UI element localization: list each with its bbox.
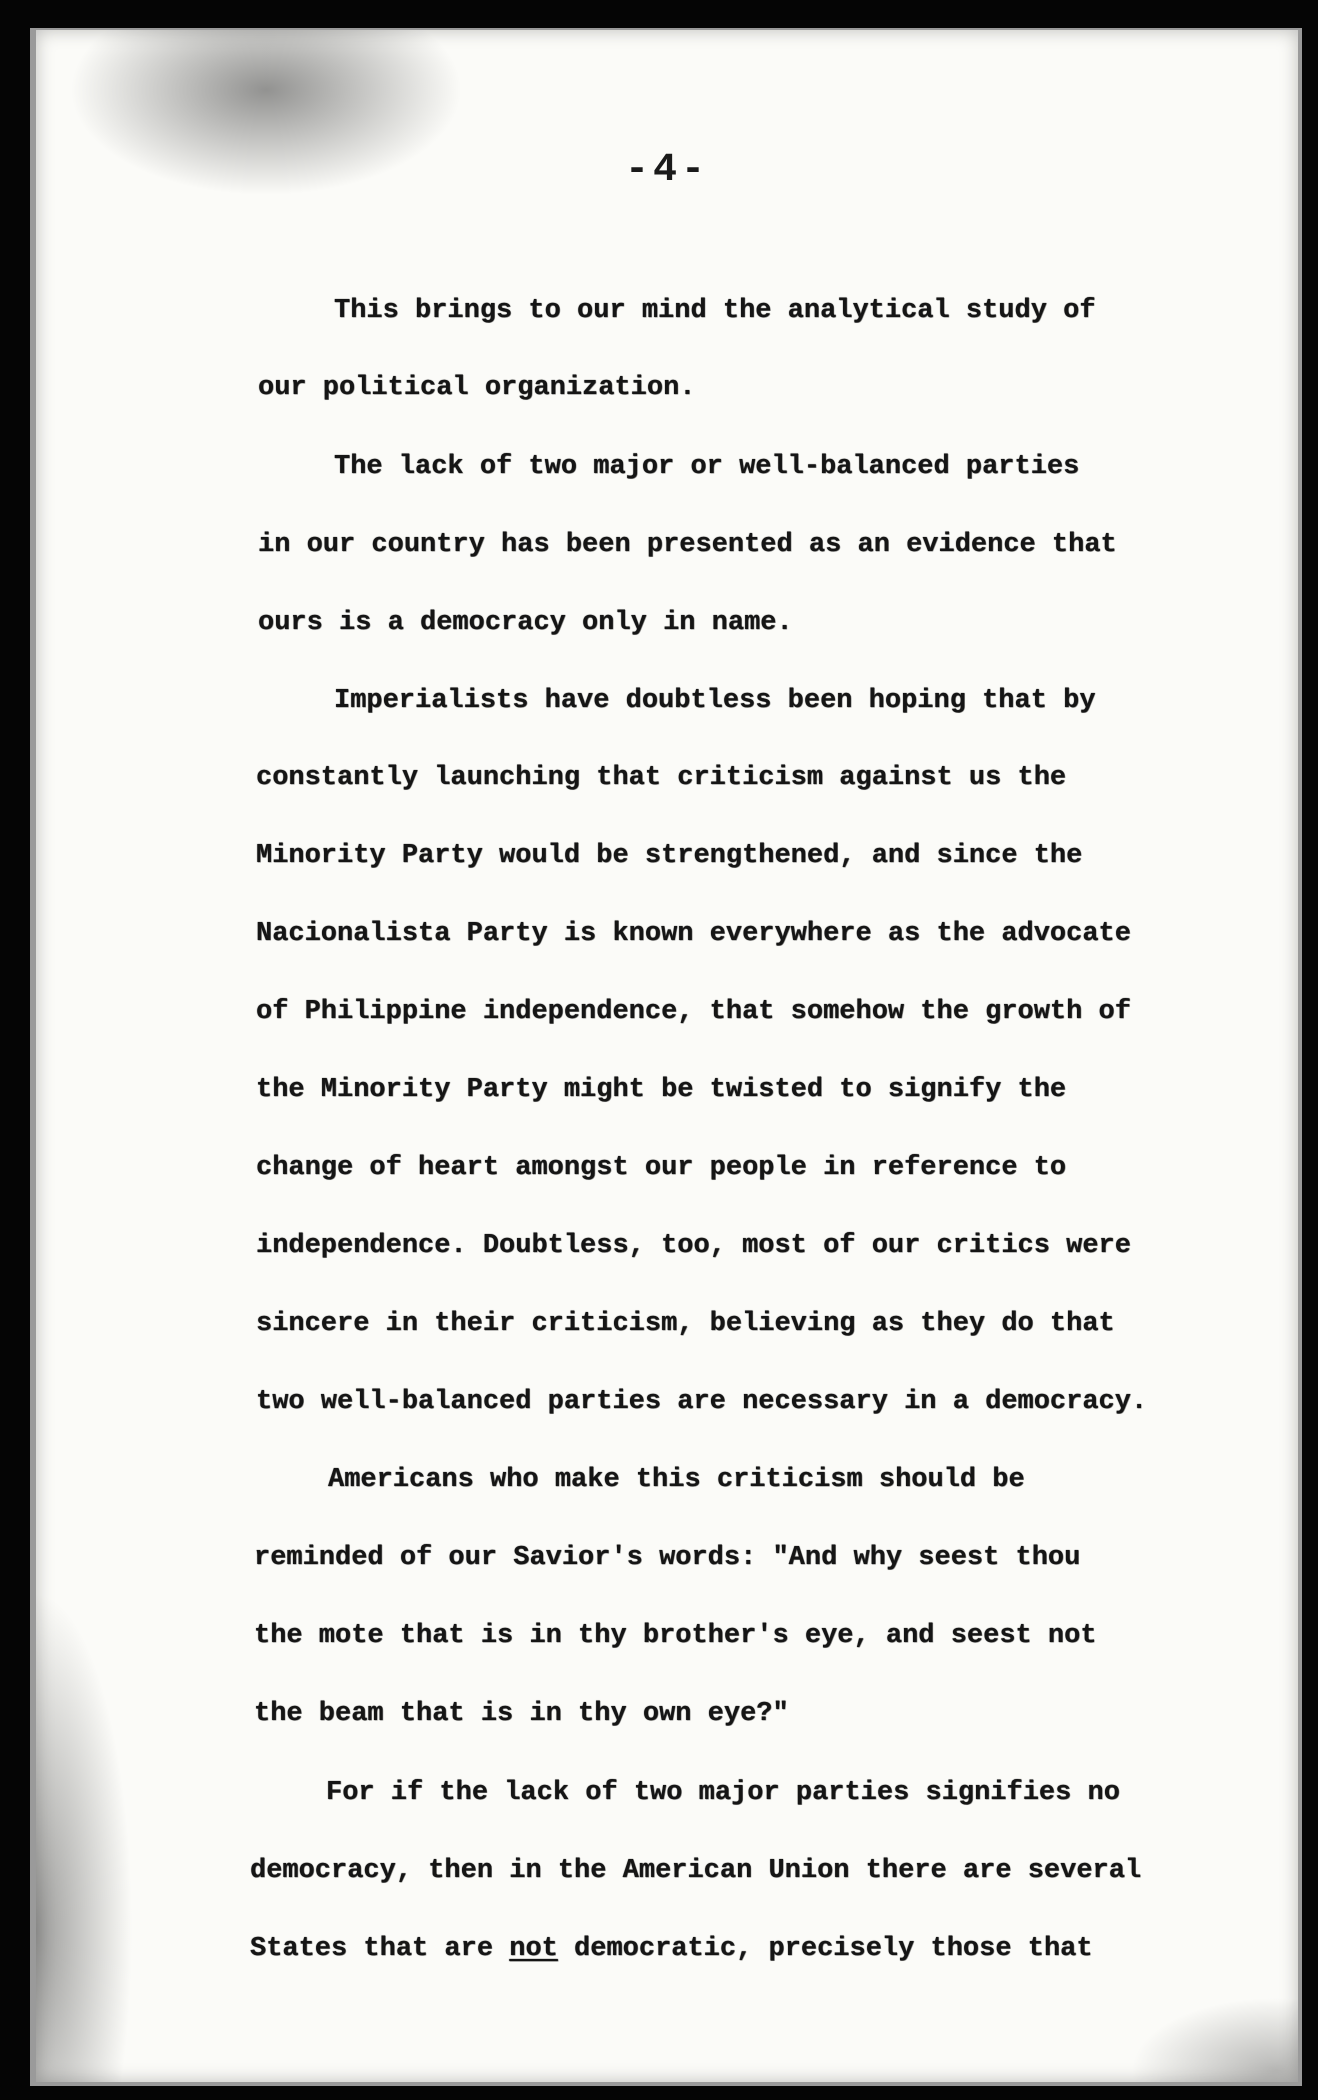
text-line: democracy, then in the American Union there are several <box>250 1856 1142 1886</box>
text-line: the Minority Party might be twisted to signify the <box>256 1075 1067 1105</box>
text-line: ours is a democracy only in name. <box>258 608 793 638</box>
text-segment: States that are <box>250 1934 510 1964</box>
text-line: For if the lack of two major parties signifies no <box>326 1778 1120 1808</box>
text-line: Americans who make this criticism should be <box>328 1465 1025 1495</box>
text-line: of Philippine independence, that somehow the growth of <box>256 997 1131 1027</box>
text-line: Minority Party would be strengthened, and since the <box>256 841 1083 871</box>
text-line: our political organization. <box>258 373 696 403</box>
text-line: the beam that is in thy own eye?" <box>254 1699 789 1729</box>
text-line: reminded of our Savior's words: "And why seest thou <box>254 1543 1081 1573</box>
text-line <box>250 1936 1093 1963</box>
text-line: the mote that is in thy brother's eye, and seest not <box>254 1621 1097 1651</box>
text-line: sincere in their criticism, believing as they do that <box>256 1309 1115 1339</box>
text-line: The lack of two major or well-balanced parties <box>334 452 1080 482</box>
text-line: Nacionalista Party is known everywhere as the advocate <box>256 919 1131 949</box>
body-text <box>36 30 1298 2082</box>
text-segment: democratic, precisely those that <box>557 1934 1093 1964</box>
underlined-word: not <box>509 1934 558 1964</box>
text-line: This brings to our mind the analytical study of <box>334 296 1096 326</box>
typed-page <box>36 30 1298 2082</box>
text-line: Imperialists have doubtless been hoping that by <box>334 686 1096 716</box>
text-line: in our country has been presented as an evidence that <box>258 530 1117 560</box>
text-line: two well-balanced parties are necessary in a democracy. <box>256 1387 1148 1417</box>
text-line: constantly launching that criticism against us the <box>256 763 1067 793</box>
text-line: change of heart amongst our people in reference to <box>256 1153 1067 1183</box>
page-number: -4- <box>624 148 709 193</box>
text-line: independence. Doubtless, too, most of our critics were <box>256 1231 1131 1261</box>
